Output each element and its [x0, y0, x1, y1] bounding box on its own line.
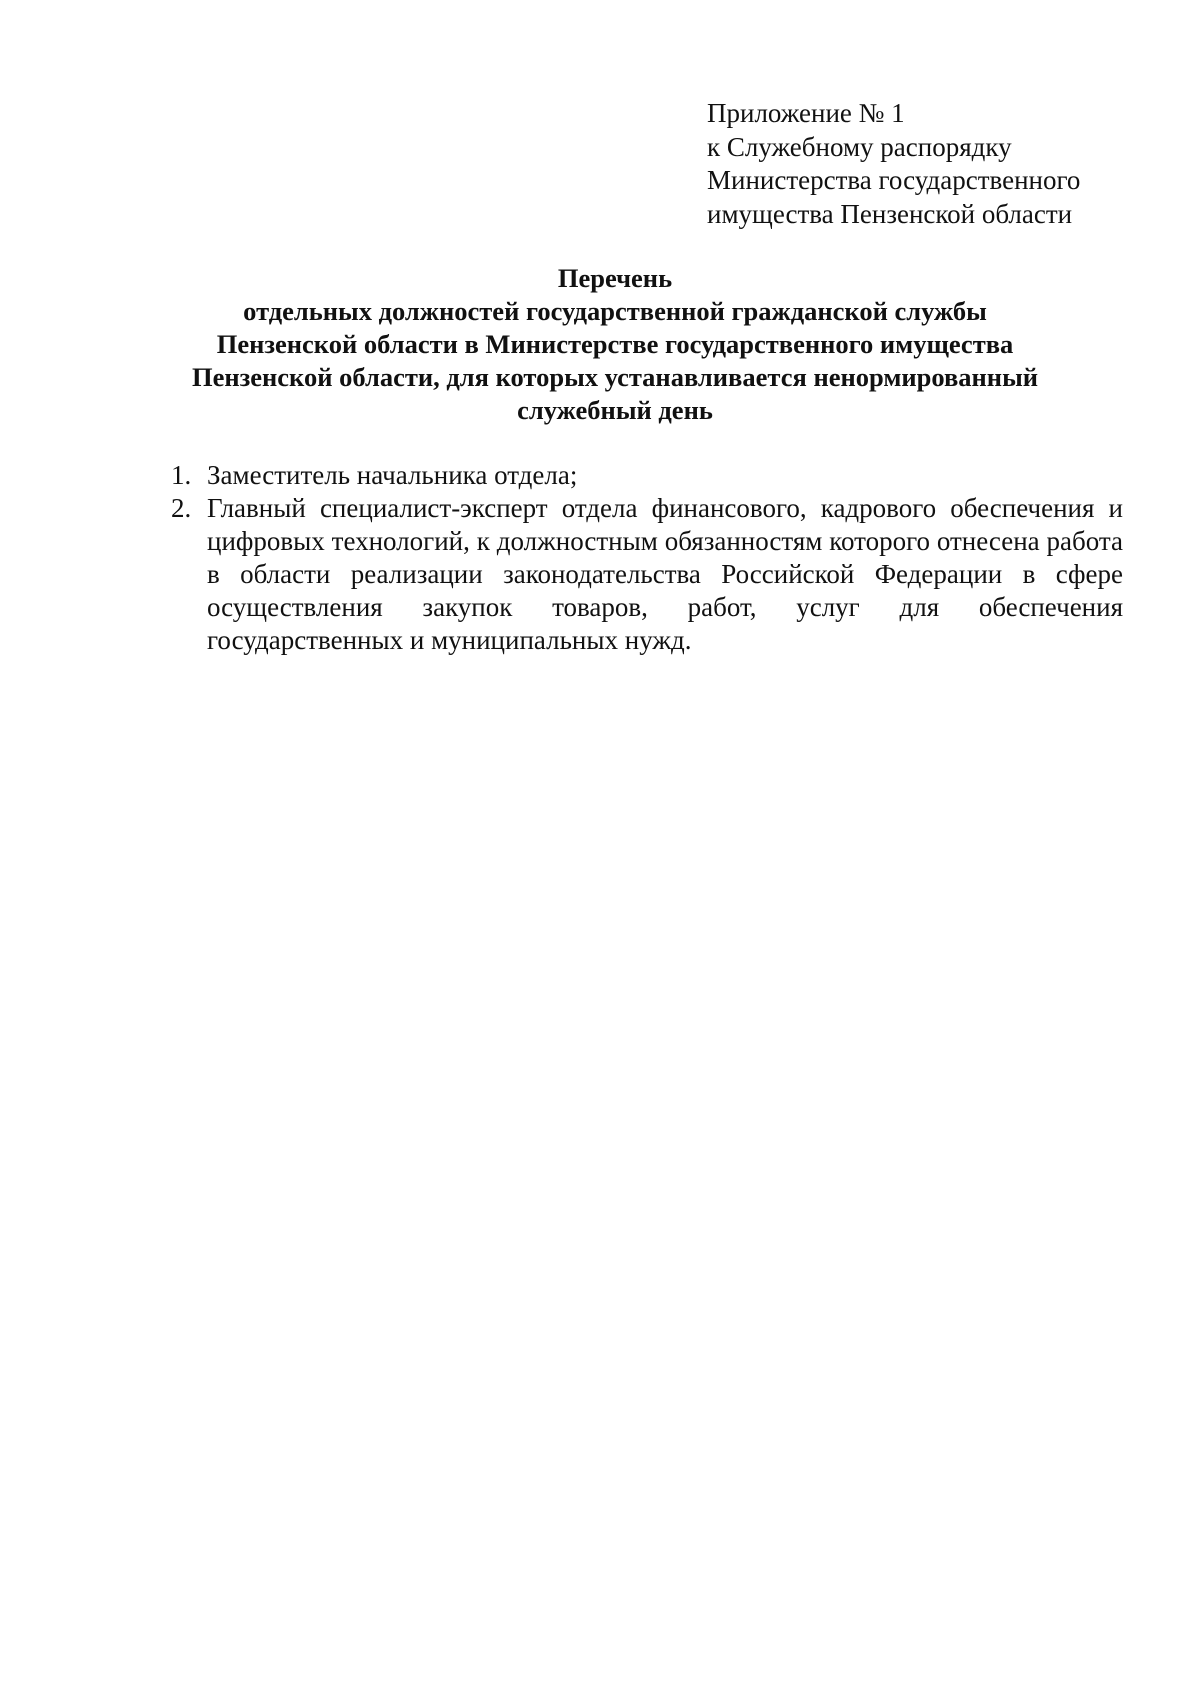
positions-list	[165, 459, 1123, 657]
appendix-header	[707, 97, 1080, 231]
appendix-line: Министерства государственного	[707, 165, 1081, 195]
list-item	[165, 459, 1123, 492]
list-item-number: 1.	[171, 460, 192, 490]
list-item-text: Заместитель начальника отдела;	[207, 460, 578, 490]
list-item-text: Главный специалист-эксперт отдела финансового, кадрового обеспечения и цифровых технологий, к должностным обязанностям которого отнесена работа в области реализации законодательства Российской Федерации в сфере осуществления закупок товаров, работ, услуг для обеспечения государственных и муниципальных нужд.	[207, 493, 1123, 655]
document-title	[120, 262, 1110, 427]
list-item-number: 2.	[171, 493, 192, 523]
list-item	[165, 492, 1123, 657]
title-line: Пензенской области в Министерстве государственного имущества	[216, 329, 1014, 359]
title-line: Пензенской области, для которых устанавливается ненормированный	[191, 362, 1039, 392]
appendix-line: имущества Пензенской области	[707, 198, 1073, 229]
title-line: служебный день	[517, 395, 713, 425]
appendix-line: к Служебному распорядку	[707, 131, 1012, 162]
title-line: отдельных должностей государственной гражданской службы	[243, 296, 987, 326]
title-line: Перечень	[557, 263, 673, 293]
appendix-line: Приложение № 1	[707, 98, 905, 128]
